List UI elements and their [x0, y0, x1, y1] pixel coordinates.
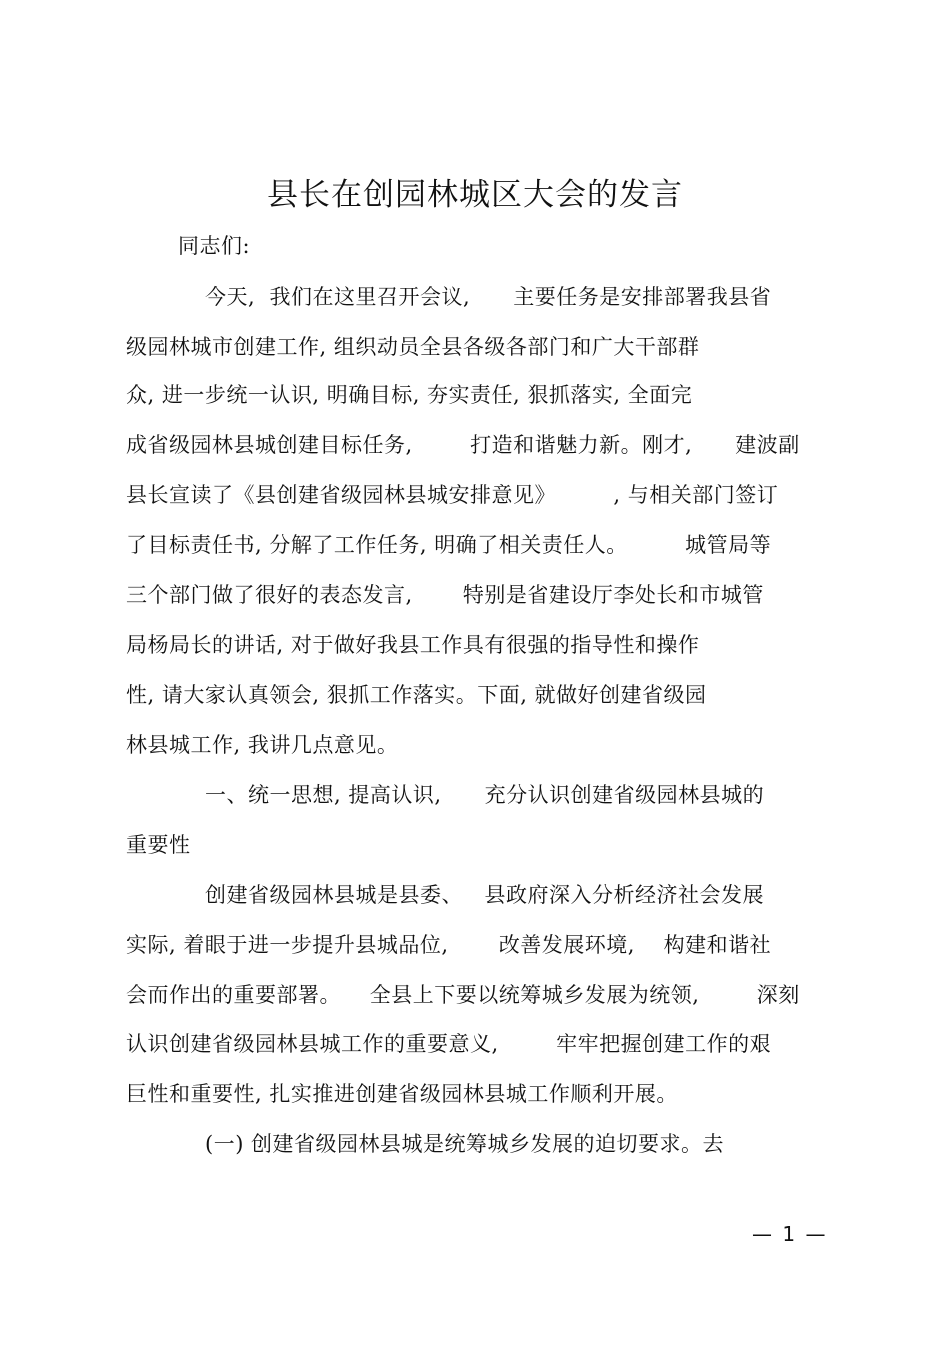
text-line: 创建省级园林县城是县委、 县政府深入分析经济社会发展	[205, 883, 765, 907]
document-title: 县长在创园林城区大会的发言	[267, 177, 683, 213]
text-line: 级园林城市创建工作, 组织动员全县各级各部门和广大干部群	[126, 335, 700, 359]
page-number: — 1 —	[752, 1222, 828, 1246]
text-line: 认识创建省级园林县城工作的重要意义, 牢牢把握创建工作的艰	[126, 1032, 772, 1056]
text-line: 县长宣读了《县创建省级园林县城安排意见》 , 与相关部门签订	[126, 483, 779, 507]
text-line: 性, 请大家认真领会, 狠抓工作落实。下面, 就做好创建省级园	[126, 683, 707, 707]
section-heading-cont: 重要性	[126, 833, 191, 857]
text-line: 成省级园林县城创建目标任务, 打造和谐魅力新。刚才, 建波副	[126, 433, 800, 457]
text-line: 实际, 着眼于进一步提升县城品位, 改善发展环境, 构建和谐社	[126, 933, 772, 957]
text-line: 局杨局长的讲话, 对于做好我县工作具有很强的指导性和操作	[126, 633, 700, 657]
text-line: 了目标责任书, 分解了工作任务, 明确了相关责任人。 城管局等	[126, 533, 772, 557]
section-heading: 一、统一思想, 提高认识, 充分认识创建省级园林县城的	[205, 783, 765, 807]
subsection-line: (一) 创建省级园林县城是统筹城乡发展的迫切要求。去	[205, 1132, 725, 1156]
text-line: 众, 进一步统一认识, 明确目标, 夯实责任, 狠抓落实, 全面完	[126, 383, 693, 407]
text-line: 会而作出的重要部署。 全县上下要以统筹城乡发展为统领, 深刻	[126, 983, 800, 1007]
text-line: 今天, 我们在这里召开会议, 主要任务是安排部署我县省	[205, 285, 772, 309]
text-line: 林县城工作, 我讲几点意见。	[126, 733, 399, 757]
text-line: 三个部门做了很好的表态发言, 特别是省建设厅李处长和市城管	[126, 583, 764, 607]
text-line: 巨性和重要性, 扎实推进创建省级园林县城工作顺利开展。	[126, 1082, 678, 1106]
salutation: 同志们:	[178, 234, 251, 258]
